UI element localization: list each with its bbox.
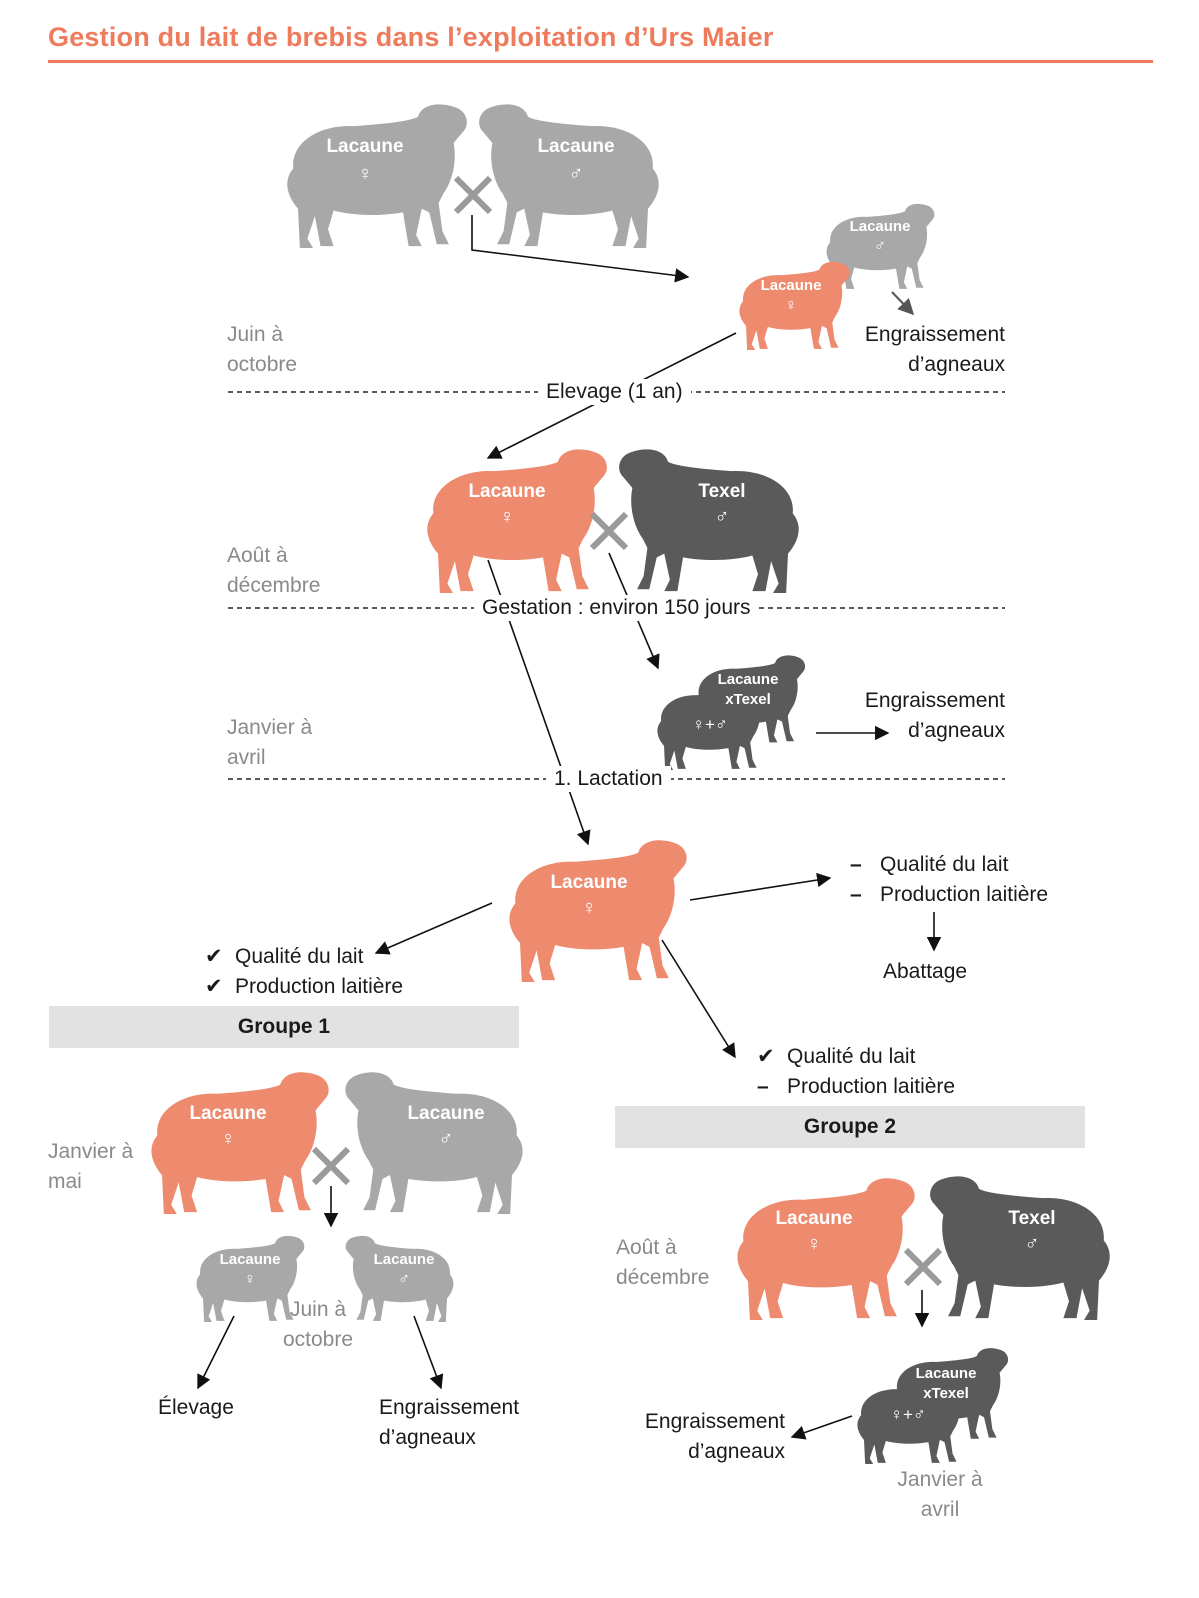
label-top-ram-breed: Lacaune [537,136,615,157]
arrow-to-reject [690,878,830,900]
outcome-engraissement-2 [840,686,1005,746]
arrow-cross-to-lambs [472,215,688,277]
sheep-g1-ram [345,1072,522,1214]
period-janvier-mai [48,1137,133,1197]
period-line: Janvier à [48,1140,134,1163]
period-line: décembre [227,574,321,597]
label-cross-lambs-1-sex: ♀+♂ [692,715,728,734]
label-g2-cross-lambs-line2: xTexel [923,1385,969,1402]
period-line: Janvier à [227,716,313,739]
criteria-group2 [757,1042,955,1102]
period-line: Août à [227,544,288,567]
outcome-line: d’agneaux [908,353,1005,376]
label-g2-cross-lambs-sex: ♀+♂ [890,1405,926,1424]
period-juin-octobre-1 [227,320,297,380]
outcome-line: Engraissement [379,1396,520,1419]
label-lamb-female-1-breed: Lacaune [760,277,822,294]
outcome-engraissement-1 [840,320,1005,380]
cross-icon [592,514,626,548]
label-texel-ram-1-sex: ♂ [714,506,730,528]
outcome-line: d’agneaux [908,719,1005,742]
label-g2-ram-sex: ♂ [1024,1233,1040,1255]
arrow-to-group2 [662,940,735,1057]
label-top-ewe-breed: Lacaune [326,136,404,157]
period-line: décembre [616,1266,710,1289]
label-cross-lambs-1-line1: Lacaune [717,671,779,688]
check-icon: ✔ [205,975,223,998]
label-g2-ram-breed: Texel [1008,1208,1056,1229]
period-line: Juin à [227,323,284,346]
label-g1-lamb-male-sex: ♂ [398,1271,410,1288]
group1-bar: Groupe 1 [49,1006,519,1048]
criteria-reject [850,850,1048,910]
criteria-text: Production laitière [235,975,404,998]
label-g1-ram-breed: Lacaune [407,1103,485,1124]
arrow-to-elevage-g1 [198,1316,234,1388]
arrow-to-engraissement-1 [892,292,913,314]
label-ewe-2-sex: ♀ [499,506,515,528]
check-icon: ✔ [757,1045,775,1068]
criteria-item [757,1042,955,1072]
criteria-item [757,1072,955,1102]
criteria-item [850,880,1048,910]
criteria-item [205,972,403,1002]
arrow-to-engraissement-3 [414,1316,441,1388]
period-line: Juin à [289,1298,347,1321]
label-g1-ewe-sex: ♀ [220,1128,236,1150]
check-icon: ✔ [205,945,223,968]
sheep-ewe-2 [427,449,607,593]
outcome-engraissement-4 [620,1407,785,1467]
label-g1-lamb-female-sex: ♀ [244,1271,256,1288]
period-line: mai [48,1170,82,1193]
criteria-text: Qualité du lait [880,853,1009,876]
period-janvier-avril-2 [890,1465,990,1525]
phase-label-lactation: 1. Lactation [546,766,671,792]
label-top-ewe-sex: ♀ [357,163,373,185]
minus-icon: – [757,1075,769,1098]
cross-icon [456,178,490,212]
label-g1-lamb-male-breed: Lacaune [373,1251,435,1268]
minus-icon: – [850,853,862,876]
cross-icon [906,1250,940,1284]
label-top-ram-sex: ♂ [568,163,584,185]
sheep-g2-ram [930,1176,1110,1320]
group2-bar: Groupe 2 [615,1106,1085,1148]
criteria-group1 [205,942,403,1002]
criteria-text: Production laitière [787,1075,956,1098]
period-juin-octobre-2 [272,1295,364,1355]
label-lamb-female-1-sex: ♀ [785,297,797,314]
period-janvier-avril-1 [227,713,312,773]
period-aout-decembre-1 [227,541,320,601]
outcome-engraissement-3 [379,1393,519,1453]
diagram-title: Gestion du lait de brebis dans l’exploitation d’Urs Maier [48,22,774,52]
outcome-line: d’agneaux [688,1440,785,1463]
period-aout-decembre-2 [616,1233,709,1293]
period-line: avril [920,1498,960,1521]
label-texel-ram-1-breed: Texel [698,481,746,502]
label-lactating-ewe-breed: Lacaune [550,872,628,893]
label-cross-lambs-1-line2: xTexel [725,691,771,708]
cross-icon [314,1149,348,1183]
sheep-g2-ewe [737,1178,914,1320]
label-g1-lamb-female-breed: Lacaune [219,1251,281,1268]
outcome-abattage: Abattage [883,960,968,983]
outcome-elevage: Élevage [158,1396,234,1419]
label-lactating-ewe-sex: ♀ [581,897,597,919]
period-line: Janvier à [897,1468,983,1491]
sheep-g1-ewe [151,1072,328,1214]
label-lamb-male-1-breed: Lacaune [849,218,911,235]
criteria-text: Qualité du lait [787,1045,916,1068]
criteria-text: Qualité du lait [235,945,364,968]
minus-icon: – [850,883,862,906]
period-line: octobre [227,353,298,376]
outcome-line: d’agneaux [379,1426,476,1449]
period-line: octobre [282,1328,354,1351]
label-g1-ram-sex: ♂ [438,1128,454,1150]
label-g2-ewe-sex: ♀ [806,1233,822,1255]
period-line: avril [227,746,266,769]
sheep-lactating-ewe [509,840,686,982]
outcome-line: Engraissement [864,323,1005,346]
label-g2-ewe-breed: Lacaune [775,1208,853,1229]
sheep-top-ewe [287,104,467,248]
phase-label-gestation: Gestation : environ 150 jours [474,595,759,621]
criteria-text: Production laitière [880,883,1049,906]
label-lamb-male-1-sex: ♂ [874,238,886,255]
sheep-texel-ram-1 [619,449,799,593]
outcome-line: Engraissement [644,1410,785,1433]
label-ewe-2-breed: Lacaune [468,481,546,502]
label-g2-cross-lambs-line1: Lacaune [915,1365,977,1382]
outcome-line: Engraissement [864,689,1005,712]
arrow-to-engraissement-4 [792,1416,852,1437]
period-line: Août à [616,1236,677,1259]
criteria-item [850,850,1048,880]
label-g1-ewe-breed: Lacaune [189,1103,267,1124]
phase-label-elevage: Elevage (1 an) [538,379,691,405]
criteria-item [205,942,403,972]
